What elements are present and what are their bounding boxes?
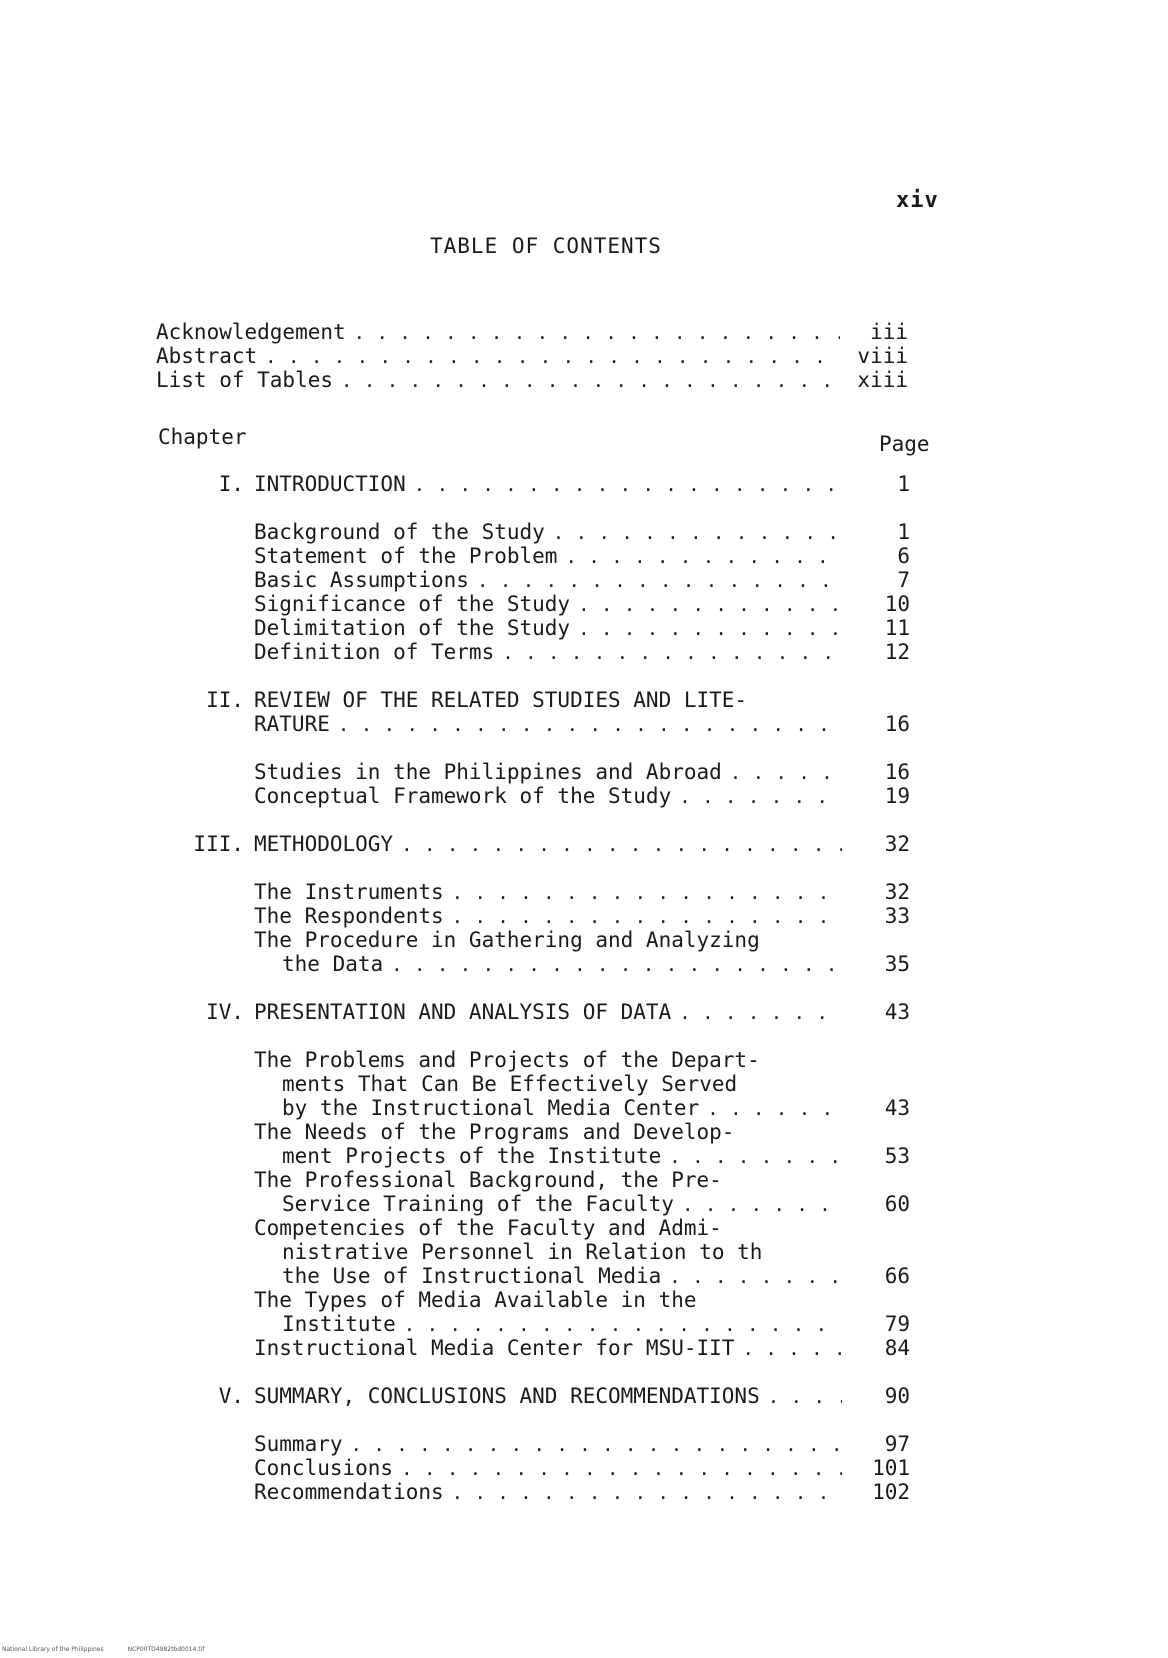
toc-section: Conclusions . . . 101 (158, 1456, 910, 1480)
scan-footer: National Library of the Philippines NCP00TD4982tbd0014.tif (2, 1646, 205, 1653)
toc-section: Instructional Media Center for MSU-IIT . . . 84 (158, 1336, 910, 1360)
toc-section-line: The Needs of the Programs and Develop- (254, 1120, 735, 1144)
toc-page-number: iii (870, 320, 908, 344)
toc-section: Background of the Study . . . 1 (158, 520, 910, 544)
toc-section: The Respondents . . . 33 (158, 904, 910, 928)
toc-entry-abstract: Abstract . . . viii (156, 344, 908, 368)
toc-section-cont: the Data . . . 35 (158, 952, 910, 976)
toc-entry-list-of-tables: List of Tables . . . xiii (156, 368, 908, 392)
toc-section: Statement of the Problem . . . 6 (158, 544, 910, 568)
toc-section-cont: Service Training of the Faculty . . . 60 (158, 1192, 910, 1216)
page-title: TABLE OF CONTENTS (430, 234, 662, 258)
toc-entry-acknowledgement: Acknowledgement . . . iii (156, 320, 908, 344)
toc-section-cont: the Use of Instructional Media . . . 66 (158, 1264, 910, 1288)
toc-section: Definition of Terms . . . 12 (158, 640, 910, 664)
page-number: xiv (896, 188, 939, 213)
toc-section-line: nistrative Personnel in Relation to th (282, 1240, 763, 1264)
toc-section: Conceptual Framework of the Study . . . 19 (158, 784, 910, 808)
toc-section: Studies in the Philippines and Abroad . . . 16 (158, 760, 910, 784)
toc-section-line: The Types of Media Available in the (254, 1288, 697, 1312)
page-column-label: Page (879, 432, 930, 456)
toc-section: Recommendations . . . 102 (158, 1480, 910, 1504)
chapter-heading: II. REVIEW OF THE RELATED STUDIES AND LITE- (206, 688, 748, 712)
toc-section-cont: by the Instructional Media Center . . . 43 (158, 1096, 910, 1120)
toc-page-number: viii (857, 344, 908, 368)
toc-section: Significance of the Study . . . 10 (158, 592, 910, 616)
toc-page-number: xiii (857, 368, 908, 392)
toc-section: Basic Assumptions . . . 7 (158, 568, 910, 592)
toc-section-line: ments That Can Be Effectively Served (282, 1072, 738, 1096)
toc-section-cont: ment Projects of the Institute . . . 53 (158, 1144, 910, 1168)
chapter-heading: IV. PRESENTATION AND ANALYSIS OF DATA . . . 43 (158, 1000, 910, 1024)
chapter-heading-cont: RATURE . . . 16 (158, 712, 910, 736)
toc-section-line: The Professional Background, the Pre- (254, 1168, 722, 1192)
chapter-heading: I. INTRODUCTION . . . 1 (158, 472, 910, 496)
chapter-heading: III. METHODOLOGY . . . 32 (158, 832, 910, 856)
toc-section-cont: Institute . . . 79 (158, 1312, 910, 1336)
toc-section-line: Competencies of the Faculty and Admi- (254, 1216, 722, 1240)
chapter-column-label: Chapter (158, 425, 247, 449)
toc-section: Summary . . . 97 (158, 1432, 910, 1456)
toc-section-line: The Problems and Projects of the Depart- (254, 1048, 760, 1072)
toc-section: Delimitation of the Study . . . 11 (158, 616, 910, 640)
toc-section: The Instruments . . . 32 (158, 880, 910, 904)
toc-section-line: The Procedure in Gathering and Analyzing (254, 928, 760, 952)
chapter-heading: V. SUMMARY, CONCLUSIONS AND RECOMMENDATIONS . . . 90 (158, 1384, 910, 1408)
